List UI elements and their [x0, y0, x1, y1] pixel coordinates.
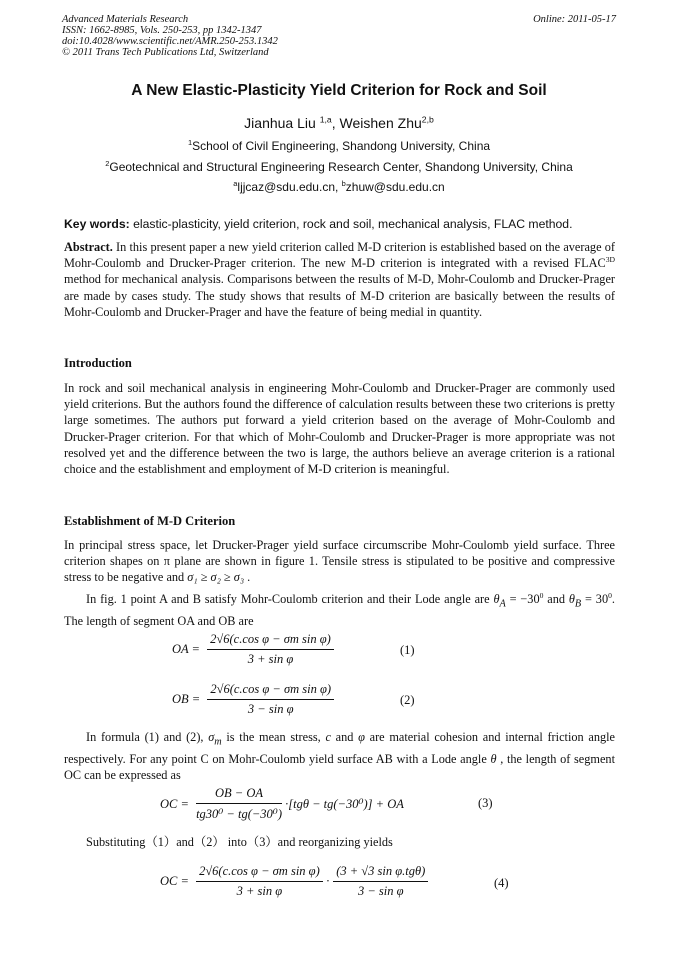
paragraph — [64, 537, 615, 586]
paragraph-text: and — [543, 592, 569, 606]
email-address: zhuw@sdu.edu.cn — [345, 180, 445, 194]
abstract-label: Abstract. — [64, 240, 113, 254]
author-affiliation-mark: 1,a — [319, 114, 332, 125]
fraction-numerator: OB − OA — [196, 786, 282, 804]
inline-math: θ — [493, 592, 500, 606]
fraction-numerator: (3 + √3 sin φ.tgθ) — [333, 864, 428, 882]
fraction-denominator: 3 − sin φ — [357, 884, 404, 898]
author-separator: , — [331, 115, 340, 131]
inline-math: σ₁ ≥ σ₂ ≥ σ₃ — [187, 570, 245, 585]
inline-math: θ — [568, 592, 575, 606]
equation-lhs: OA = — [172, 642, 200, 656]
equation-number: (3) — [478, 796, 493, 810]
author-name: Weishen Zhu — [339, 115, 422, 131]
copyright-line: © 2011 Trans Tech Publications Ltd, Switzerland — [62, 47, 269, 58]
equation-number: (4) — [494, 876, 509, 890]
equation-1 — [172, 632, 334, 667]
equation-lhs: OC = — [160, 796, 189, 811]
equation-lhs: OC = — [160, 874, 189, 888]
equation-number: (1) — [400, 643, 415, 657]
email-line — [0, 180, 678, 194]
paragraph-text: is the mean stress, — [221, 730, 326, 744]
paragraph-text: . — [244, 570, 251, 585]
paragraph — [64, 729, 615, 783]
email-mark: a — [233, 179, 238, 188]
paragraph-text: . The length of segment OA and OB are — [64, 592, 615, 628]
doi-link: doi:10.4028/www.scientific.net/AMR.250-253.1342 — [62, 36, 278, 47]
equation-fraction — [207, 632, 334, 667]
email-address: ljjcaz@sdu.edu.cn, — [237, 180, 342, 194]
introduction-paragraph: In rock and soil mechanical analysis in engineering Mohr-Coulomb and Drucker-Prager are commonly used yield criterions. But the authors found the difference of calculation results between these two criterions is pretty large sometimes. The authors put forward a yield criterion based on the average of Mohr-Coulomb and Drucker-Prager criterion. For that which of Mohr-Coulomb and Drucker-Prager is more appropriate was not resolved yet and the difference between the two is large, the authors believe an average criterion is a rational choice and the establishment and employment of M-D criterion is meaningful. — [64, 381, 615, 477]
affiliation-mark: 1 — [187, 138, 193, 147]
paragraph-text: , the length of segment OC can be expressed as — [64, 751, 615, 782]
author-name: Jianhua Liu — [244, 115, 316, 131]
paragraph-text: and — [330, 730, 359, 744]
paper-title: A New Elastic-Plasticity Yield Criterion for Rock and Soil — [131, 82, 547, 99]
keywords-label: Key words: — [64, 217, 130, 231]
author-affiliation-mark: 2,b — [421, 114, 434, 125]
inline-math: c — [325, 730, 331, 744]
journal-header — [62, 14, 616, 58]
fraction-denominator: tg30⁰ − tg(−30⁰) — [196, 807, 282, 821]
journal-name: Advanced Materials Research — [62, 14, 189, 25]
degree-mark: 0 — [539, 590, 544, 600]
fraction-numerator: 2√6(c.cos φ − σm sin φ) — [207, 632, 334, 650]
equation-3 — [160, 786, 404, 822]
equation-4 — [160, 864, 428, 899]
fraction-denominator: 3 + sin φ — [247, 652, 294, 666]
paragraph: Substituting（1）and（2） into（3）and reorganizing yields — [86, 835, 393, 849]
inline-math: σ — [208, 730, 215, 744]
fraction-denominator: 3 − sin φ — [247, 702, 294, 716]
equation-fraction — [196, 864, 323, 899]
inline-math: θ — [490, 751, 497, 766]
math-subscript: A — [499, 598, 506, 610]
section-heading: Establishment of M-D Criterion — [64, 514, 236, 528]
email-mark: b — [341, 179, 346, 188]
paragraph-text: In principal stress space, let Drucker-Prager yield surface circumscribe Mohr-Coulomb yield surface. Three criterion shapes on π plane are shown in figure 1. Tensile stress is stipulated to be positive and compressive stress to be negative and — [64, 538, 615, 585]
inline-math: = 30 — [581, 592, 609, 606]
affiliation-text: Geotechnical and Structural Engineering Research Center, Shandong University, China — [109, 160, 573, 174]
equation-number: (2) — [400, 693, 415, 707]
abstract-text: In this present paper a new yield criterion called M-D criterion is established based on the average of Mohr-Coulomb and Drucker-Prager criterion. The new M-D criterion is integrated with a revised FLAC — [64, 240, 615, 271]
paragraph-text: In fig. 1 point A and B satisfy Mohr-Coulomb criterion and their Lode angle are — [86, 592, 494, 606]
affiliation-1 — [0, 139, 678, 153]
affiliation-text: School of Civil Engineering, Shandong University, China — [192, 139, 491, 153]
equation-fraction — [333, 864, 428, 899]
abstract — [64, 239, 615, 320]
equation-fraction — [196, 786, 282, 822]
multiply-dot-icon: · — [325, 874, 331, 888]
equation-lhs: OB = — [172, 692, 201, 706]
fraction-numerator: 2√6(c.cos φ − σm sin φ) — [207, 682, 334, 700]
affiliation-2 — [0, 160, 678, 174]
fraction-numerator: 2√6(c.cos φ − σm sin φ) — [196, 864, 323, 882]
inline-math: φ — [358, 730, 365, 744]
issn-line: ISSN: 1662-8985, Vols. 250-253, pp 1342-1347 — [62, 25, 262, 36]
degree-mark: 0 — [608, 590, 612, 600]
affiliation-mark: 2 — [105, 159, 110, 168]
flac-superscript: 3D — [605, 255, 615, 265]
math-subscript: B — [574, 598, 582, 610]
paragraph-text: are material cohesion and internal friction angle respectively. For any point C on Mohr-Coulomb yield surface AB with a Lode angle — [64, 730, 615, 766]
online-date: Online: 2011-05-17 — [533, 14, 616, 25]
equation-tail: ·[tgθ − tg(−30⁰)] + OA — [285, 797, 404, 811]
paragraph — [64, 591, 615, 629]
author-line — [0, 115, 678, 131]
keywords — [64, 216, 615, 232]
fraction-denominator: 3 + sin φ — [236, 884, 283, 898]
keywords-text: elastic-plasticity, yield criterion, rock and soil, mechanical analysis, FLAC method. — [129, 217, 573, 231]
paragraph-text: In formula (1) and (2), — [86, 730, 209, 744]
inline-math: = −30 — [505, 592, 540, 606]
equation-2 — [172, 682, 334, 717]
section-heading: Introduction — [64, 356, 132, 370]
math-subscript: m — [214, 736, 222, 748]
equation-fraction — [207, 682, 334, 717]
abstract-text: method for mechanical analysis. Comparisons between the results of M-D, Mohr-Coulomb and Drucker-Prager are made by cases study. The study shows that results of M-D criterion are basically between the results of Mohr-Coulomb and Drucker-Prager and have the feature of being medial in quantity. — [64, 272, 615, 319]
